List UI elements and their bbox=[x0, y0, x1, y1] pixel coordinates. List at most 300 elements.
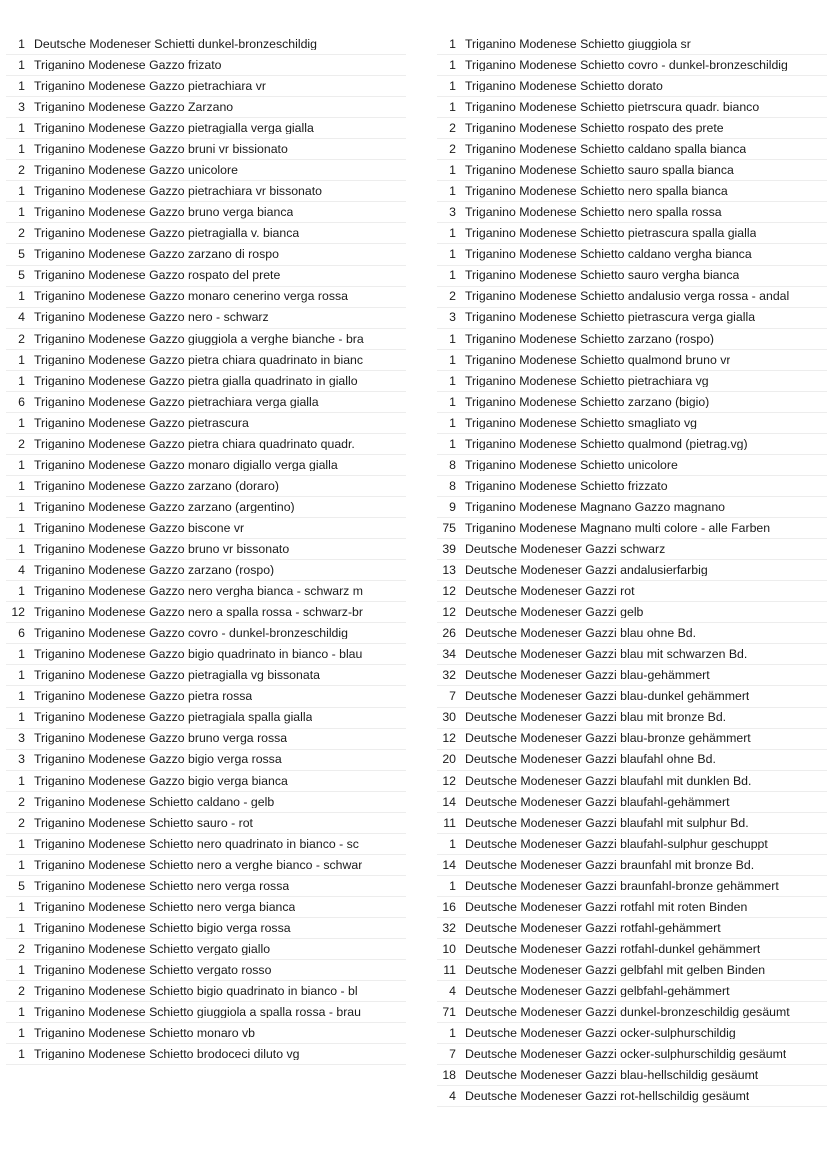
item-name: Triganino Modenese Schietto smagliato vg bbox=[465, 416, 697, 430]
item-name: Triganino Modenese Schietto pietrachiara vg bbox=[465, 374, 709, 387]
item-name: Triganino Modenese Gazzo pietragialla v. bianca bbox=[34, 227, 300, 240]
list-item bbox=[437, 771, 827, 792]
item-count: 1 bbox=[18, 36, 25, 51]
list-item bbox=[437, 223, 827, 244]
list-item bbox=[6, 855, 406, 876]
list-item bbox=[437, 855, 827, 876]
item-name: Deutsche Modeneser Gazzi ocker-sulphurschildig gesäumt bbox=[465, 1048, 787, 1061]
list-item bbox=[437, 118, 827, 139]
list-item bbox=[6, 476, 406, 497]
item-count: 1 bbox=[18, 1047, 25, 1062]
list-item bbox=[6, 308, 406, 329]
list-item bbox=[437, 834, 827, 855]
list-item bbox=[437, 581, 827, 602]
list-item bbox=[6, 244, 406, 265]
item-name: Triganino Modenese Schietto nero a verghe bianco - schwar bbox=[34, 858, 363, 871]
item-count: 1 bbox=[18, 520, 25, 535]
item-count: 2 bbox=[18, 331, 25, 346]
list-item bbox=[6, 876, 406, 897]
list-item bbox=[437, 1086, 827, 1107]
item-count: 2 bbox=[18, 226, 25, 241]
item-name: Deutsche Modeneser Gazzi blaufahl mit dunklen Bd. bbox=[465, 774, 752, 787]
item-count: 2 bbox=[449, 289, 456, 304]
item-name: Triganino Modenese Gazzo nero vergha bianca - schwarz m bbox=[34, 585, 363, 598]
item-name: Deutsche Modeneser Gazzi blau-hellschildig gesäumt bbox=[465, 1069, 759, 1082]
item-name: Deutsche Modeneser Gazzi andalusierfarbig bbox=[465, 564, 708, 577]
list-item bbox=[6, 939, 406, 960]
item-name: Triganino Modenese Magnano Gazzo magnano bbox=[465, 500, 725, 514]
item-name: Triganino Modenese Gazzo frizato bbox=[34, 58, 222, 72]
item-count: 1 bbox=[18, 289, 25, 304]
item-count: 1 bbox=[18, 857, 25, 872]
item-count: 3 bbox=[449, 310, 456, 325]
item-name: Deutsche Modeneser Gazzi ocker-sulphurschildig bbox=[465, 1027, 736, 1040]
item-count: 1 bbox=[18, 962, 25, 977]
item-count: 4 bbox=[18, 563, 25, 578]
item-name: Deutsche Modeneser Gazzi blaufahl mit sulphur Bd. bbox=[465, 816, 749, 829]
item-name: Triganino Modenese Gazzo monaro digiallo verga gialla bbox=[34, 458, 338, 472]
item-count: 1 bbox=[18, 542, 25, 556]
item-count: 1 bbox=[18, 836, 25, 851]
item-count: 1 bbox=[449, 878, 456, 893]
list-item bbox=[6, 350, 406, 371]
list-item bbox=[437, 371, 827, 392]
list-item bbox=[437, 1065, 827, 1086]
item-name: Deutsche Modeneser Gazzi rotfahl-dunkel gehämmert bbox=[465, 942, 761, 956]
list-item bbox=[437, 686, 827, 707]
item-count: 1 bbox=[449, 57, 456, 72]
list-item bbox=[6, 181, 406, 202]
item-count: 7 bbox=[449, 1047, 456, 1062]
item-count: 2 bbox=[18, 794, 25, 809]
item-count: 12 bbox=[442, 584, 456, 599]
list-item bbox=[6, 665, 406, 686]
item-name: Triganino Modenese Schietto monaro vb bbox=[34, 1027, 256, 1040]
item-name: Deutsche Modeneser Gazzi blaufahl-sulphur geschuppt bbox=[465, 837, 768, 850]
list-item bbox=[6, 266, 406, 287]
item-name: Triganino Modenese Schietto qualmond (pietrag.vg) bbox=[465, 437, 748, 451]
list-item bbox=[6, 1002, 406, 1023]
list-item bbox=[437, 876, 827, 897]
item-name: Deutsche Modeneser Gazzi rot bbox=[465, 585, 635, 598]
item-count: 1 bbox=[18, 478, 25, 493]
item-count: 11 bbox=[443, 962, 456, 977]
list-item bbox=[6, 329, 406, 350]
list-item bbox=[437, 918, 827, 939]
item-count: 1 bbox=[18, 584, 25, 599]
list-item bbox=[6, 623, 406, 644]
item-name: Deutsche Modeneser Gazzi braunfahl-bronze gehämmert bbox=[465, 879, 779, 893]
item-name: Triganino Modenese Schietto sauro vergha bianca bbox=[465, 269, 740, 282]
item-count: 14 bbox=[442, 857, 456, 872]
list-item bbox=[6, 413, 406, 434]
list-item bbox=[437, 434, 827, 455]
item-name: Triganino Modenese Schietto rospato des prete bbox=[465, 122, 724, 135]
item-name: Triganino Modenese Gazzo pietra chiara quadrinato quadr. bbox=[34, 437, 355, 451]
list-item bbox=[6, 1044, 406, 1065]
item-name: Triganino Modenese Schietto nero spalla rossa bbox=[465, 206, 722, 219]
item-count: 1 bbox=[18, 668, 25, 683]
item-count: 8 bbox=[449, 478, 456, 493]
item-count: 1 bbox=[449, 226, 456, 241]
list-item bbox=[6, 560, 406, 581]
item-count: 8 bbox=[449, 457, 456, 472]
item-count: 1 bbox=[449, 394, 456, 409]
item-name: Deutsche Modeneser Gazzi blau ohne Bd. bbox=[465, 627, 697, 640]
list-item bbox=[6, 813, 406, 834]
list-item bbox=[6, 897, 406, 918]
item-count: 10 bbox=[442, 941, 456, 956]
item-name: Triganino Modenese Schietto nero verga rossa bbox=[34, 879, 290, 893]
item-name: Triganino Modenese Gazzo zarzano (rospo) bbox=[34, 564, 275, 577]
list-item bbox=[6, 771, 406, 792]
item-count: 2 bbox=[449, 121, 456, 136]
item-name: Triganino Modenese Gazzo zarzano di rospo bbox=[34, 248, 279, 261]
item-name: Triganino Modenese Schietto andalusio verga rossa - andal bbox=[465, 290, 790, 303]
item-count: 1 bbox=[449, 268, 456, 283]
item-name: Deutsche Modeneser Gazzi blau-bronze gehämmert bbox=[465, 732, 751, 745]
item-count: 4 bbox=[18, 310, 25, 325]
item-name: Triganino Modenese Gazzo bigio verga bianca bbox=[34, 774, 288, 787]
item-count: 9 bbox=[449, 499, 456, 514]
item-count: 6 bbox=[18, 626, 25, 641]
item-name: Deutsche Modeneser Gazzi blaufahl-gehämmert bbox=[465, 795, 730, 808]
list-item bbox=[437, 308, 827, 329]
item-name: Triganino Modenese Schietto sauro - rot bbox=[34, 816, 253, 829]
list-item bbox=[6, 76, 406, 97]
item-name: Triganino Modenese Gazzo covro - dunkel-bronzeschildig bbox=[34, 627, 348, 640]
item-count: 1 bbox=[18, 205, 25, 220]
list-item bbox=[437, 202, 827, 223]
item-name: Triganino Modenese Gazzo pietra chiara quadrinato in bianc bbox=[34, 353, 364, 366]
item-count: 18 bbox=[442, 1068, 456, 1083]
list-item bbox=[6, 918, 406, 939]
item-count: 1 bbox=[18, 415, 25, 430]
item-count: 1 bbox=[18, 352, 25, 367]
list-item bbox=[437, 665, 827, 686]
list-item bbox=[6, 834, 406, 855]
item-name: Triganino Modenese Gazzo rospato del prete bbox=[34, 269, 281, 282]
item-count: 1 bbox=[449, 100, 456, 115]
list-item bbox=[437, 539, 827, 560]
list-item bbox=[437, 350, 827, 371]
list-item bbox=[437, 34, 827, 55]
item-name: Triganino Modenese Gazzo zarzano (argentino) bbox=[34, 500, 295, 514]
item-count: 1 bbox=[18, 78, 25, 93]
item-name: Deutsche Modeneser Gazzi blaufahl ohne Bd. bbox=[465, 753, 716, 766]
list-item bbox=[437, 55, 827, 76]
list-item bbox=[437, 939, 827, 960]
item-name: Triganino Modenese Schietto bigio verga rossa bbox=[34, 921, 291, 935]
item-count: 1 bbox=[449, 1026, 456, 1041]
item-name: Deutsche Modeneser Gazzi blau-dunkel gehämmert bbox=[465, 690, 750, 703]
item-name: Triganino Modenese Schietto brodoceci diluto vg bbox=[34, 1048, 300, 1061]
item-count: 13 bbox=[442, 563, 456, 578]
item-name: Triganino Modenese Gazzo bruni vr bissionato bbox=[34, 143, 288, 156]
item-count: 1 bbox=[449, 373, 456, 388]
item-name: Triganino Modenese Schietto vergato giallo bbox=[34, 942, 271, 956]
item-count: 1 bbox=[18, 920, 25, 935]
list-item bbox=[6, 434, 406, 455]
list-item bbox=[6, 34, 406, 55]
list-item bbox=[437, 287, 827, 308]
list-item bbox=[6, 392, 406, 413]
item-count: 2 bbox=[449, 142, 456, 157]
item-name: Triganino Modenese Gazzo pietrachiara vr bbox=[34, 79, 266, 93]
list-item bbox=[6, 160, 406, 181]
item-name: Triganino Modenese Schietto nero spalla bianca bbox=[465, 185, 728, 198]
list-item bbox=[437, 729, 827, 750]
list-item bbox=[437, 160, 827, 181]
item-name: Triganino Modenese Gazzo pietra rossa bbox=[34, 690, 253, 703]
list-item bbox=[6, 581, 406, 602]
item-name: Triganino Modenese Magnano multi colore - alle Farben bbox=[465, 521, 771, 535]
list-item bbox=[6, 1023, 406, 1044]
item-name: Triganino Modenese Gazzo Zarzano bbox=[34, 101, 234, 114]
list-item bbox=[6, 455, 406, 476]
list-item bbox=[437, 455, 827, 476]
item-name: Triganino Modenese Schietto pietrascura spalla gialla bbox=[465, 227, 757, 240]
item-name: Triganino Modenese Schietto qualmond bruno vr bbox=[465, 353, 731, 366]
list-item bbox=[437, 329, 827, 350]
list-item bbox=[6, 55, 406, 76]
list-item bbox=[6, 497, 406, 518]
item-name: Triganino Modenese Schietto nero verga bianca bbox=[34, 900, 296, 914]
item-name: Triganino Modenese Gazzo pietragialla vg bissonata bbox=[34, 669, 320, 682]
item-name: Deutsche Modeneser Gazzi rotfahl-gehämmert bbox=[465, 921, 721, 935]
item-count: 1 bbox=[449, 331, 456, 346]
item-name: Triganino Modenese Schietto caldano - gelb bbox=[34, 795, 275, 808]
item-name: Triganino Modenese Schietto caldano spalla bianca bbox=[465, 143, 747, 156]
item-count: 1 bbox=[449, 78, 456, 93]
list-item bbox=[437, 602, 827, 623]
item-name: Triganino Modenese Gazzo pietragialla verga gialla bbox=[34, 122, 314, 135]
list-item bbox=[6, 287, 406, 308]
item-count: 1 bbox=[18, 899, 25, 914]
list-item bbox=[437, 476, 827, 497]
item-name: Deutsche Modeneser Schietti dunkel-bronzeschildig bbox=[34, 37, 317, 51]
item-count: 1 bbox=[449, 415, 456, 430]
list-item bbox=[437, 76, 827, 97]
item-count: 30 bbox=[442, 710, 456, 725]
item-count: 11 bbox=[443, 815, 456, 830]
item-count: 2 bbox=[18, 941, 25, 956]
item-name: Triganino Modenese Gazzo pietragiala spalla gialla bbox=[34, 711, 313, 724]
item-count: 1 bbox=[18, 142, 25, 157]
item-count: 1 bbox=[449, 184, 456, 199]
item-name: Deutsche Modeneser Gazzi rot-hellschildig gesäumt bbox=[465, 1090, 750, 1103]
list-item bbox=[437, 413, 827, 434]
list-item bbox=[437, 981, 827, 1002]
list-item bbox=[437, 266, 827, 287]
item-name: Deutsche Modeneser Gazzi dunkel-bronzeschildig gesäumt bbox=[465, 1006, 790, 1019]
list-item bbox=[6, 118, 406, 139]
item-name: Triganino Modenese Schietto dorato bbox=[465, 79, 663, 93]
list-item bbox=[6, 202, 406, 223]
list-item bbox=[6, 750, 406, 771]
item-count: 1 bbox=[449, 163, 456, 178]
item-name: Triganino Modenese Gazzo bigio verga rossa bbox=[34, 753, 282, 766]
item-count: 1 bbox=[18, 121, 25, 136]
item-name: Triganino Modenese Gazzo pietrachiara verga gialla bbox=[34, 395, 319, 408]
item-count: 1 bbox=[18, 373, 25, 388]
list-item bbox=[437, 244, 827, 265]
item-name: Triganino Modenese Schietto giuggiola sr bbox=[465, 37, 691, 51]
item-count: 1 bbox=[449, 36, 456, 51]
item-count: 2 bbox=[18, 163, 25, 178]
list-item bbox=[437, 813, 827, 834]
item-count: 3 bbox=[18, 731, 25, 746]
item-count: 5 bbox=[18, 878, 25, 893]
item-name: Triganino Modenese Schietto zarzano (rospo) bbox=[465, 332, 715, 345]
item-count: 20 bbox=[442, 752, 456, 767]
item-count: 2 bbox=[18, 983, 25, 998]
list-item bbox=[437, 644, 827, 665]
item-count: 16 bbox=[442, 899, 456, 914]
item-name: Deutsche Modeneser Gazzi braunfahl mit bronze Bd. bbox=[465, 858, 755, 871]
item-count: 1 bbox=[449, 436, 456, 451]
item-name: Triganino Modenese Gazzo bruno verga rossa bbox=[34, 732, 288, 745]
item-name: Triganino Modenese Schietto vergato rosso bbox=[34, 963, 272, 977]
item-name: Triganino Modenese Schietto caldano vergha bianca bbox=[465, 248, 752, 261]
list-item bbox=[6, 686, 406, 707]
item-count: 3 bbox=[449, 205, 456, 220]
item-name: Triganino Modenese Schietto unicolore bbox=[465, 458, 678, 472]
item-name: Triganino Modenese Schietto frizzato bbox=[465, 479, 668, 493]
item-name: Triganino Modenese Schietto pietrascura verga gialla bbox=[465, 311, 756, 324]
list-item bbox=[6, 981, 406, 1002]
item-name: Deutsche Modeneser Gazzi blau mit bronze Bd. bbox=[465, 711, 727, 724]
item-count: 3 bbox=[18, 100, 25, 115]
item-name: Deutsche Modeneser Gazzi blau-gehämmert bbox=[465, 669, 710, 682]
list-item bbox=[437, 518, 827, 539]
list-item bbox=[6, 792, 406, 813]
list-item bbox=[6, 960, 406, 981]
item-name: Triganino Modenese Gazzo pietrascura bbox=[34, 416, 249, 430]
item-count: 1 bbox=[18, 184, 25, 199]
item-name: Deutsche Modeneser Gazzi gelb bbox=[465, 606, 644, 619]
item-count: 1 bbox=[18, 1005, 25, 1020]
item-count: 4 bbox=[449, 1089, 456, 1104]
item-name: Triganino Modenese Gazzo biscone vr bbox=[34, 521, 245, 535]
item-name: Triganino Modenese Schietto nero quadrinato in bianco - sc bbox=[34, 837, 359, 850]
list-item bbox=[437, 1002, 827, 1023]
item-count: 1 bbox=[18, 647, 25, 662]
list-item bbox=[437, 708, 827, 729]
item-name: Deutsche Modeneser Gazzi gelbfahl mit gelben Binden bbox=[465, 963, 766, 977]
list-item bbox=[6, 708, 406, 729]
item-name: Triganino Modenese Gazzo nero a spalla rossa - schwarz-br bbox=[34, 606, 363, 619]
item-name: Triganino Modenese Schietto giuggiola a spalla rossa - brau bbox=[34, 1006, 361, 1019]
item-count: 1 bbox=[18, 57, 25, 72]
list-item bbox=[6, 97, 406, 118]
item-name: Triganino Modenese Schietto pietrscura quadr. bianco bbox=[465, 101, 760, 114]
item-count: 7 bbox=[449, 689, 456, 704]
item-name: Triganino Modenese Gazzo nero - schwarz bbox=[34, 311, 269, 324]
item-count: 3 bbox=[18, 752, 25, 767]
item-name: Triganino Modenese Schietto sauro spalla bianca bbox=[465, 164, 734, 177]
list-item bbox=[437, 560, 827, 581]
list-item bbox=[437, 1023, 827, 1044]
list-item bbox=[6, 644, 406, 665]
item-count: 12 bbox=[442, 773, 456, 788]
list-item bbox=[6, 602, 406, 623]
item-count: 1 bbox=[18, 689, 25, 704]
list-item bbox=[437, 1044, 827, 1065]
item-count: 34 bbox=[442, 647, 456, 662]
item-name: Triganino Modenese Gazzo bruno verga bianca bbox=[34, 206, 294, 219]
list-item bbox=[437, 750, 827, 771]
item-count: 6 bbox=[18, 394, 25, 409]
item-name: Deutsche Modeneser Gazzi schwarz bbox=[465, 543, 666, 556]
item-name: Triganino Modenese Schietto zarzano (bigio) bbox=[465, 395, 710, 408]
item-count: 26 bbox=[442, 626, 456, 641]
list-item bbox=[6, 223, 406, 244]
list-item bbox=[6, 539, 406, 560]
list-item bbox=[437, 897, 827, 918]
list-item bbox=[6, 518, 406, 539]
item-name: Deutsche Modeneser Gazzi rotfahl mit roten Binden bbox=[465, 900, 748, 914]
item-name: Triganino Modenese Gazzo unicolore bbox=[34, 164, 238, 177]
list-item bbox=[437, 139, 827, 160]
item-count: 5 bbox=[18, 268, 25, 283]
item-name: Deutsche Modeneser Gazzi blau mit schwarzen Bd. bbox=[465, 648, 748, 661]
item-count: 2 bbox=[18, 436, 25, 451]
item-count: 14 bbox=[442, 794, 456, 809]
item-name: Triganino Modenese Gazzo giuggiola a verghe bianche - bra bbox=[34, 332, 364, 345]
list-item bbox=[6, 729, 406, 750]
item-count: 1 bbox=[449, 352, 456, 367]
item-count: 4 bbox=[449, 983, 456, 998]
list-item bbox=[6, 371, 406, 392]
list-item bbox=[437, 181, 827, 202]
item-count: 1 bbox=[18, 773, 25, 788]
item-count: 1 bbox=[449, 836, 456, 851]
item-name: Triganino Modenese Schietto bigio quadrinato in bianco - bl bbox=[34, 984, 358, 998]
left-column-list bbox=[6, 34, 406, 1065]
item-count: 32 bbox=[442, 668, 456, 683]
list-item bbox=[437, 97, 827, 118]
item-name: Triganino Modenese Gazzo bruno vr bissonato bbox=[34, 543, 290, 556]
item-count: 1 bbox=[18, 1026, 25, 1041]
item-count: 1 bbox=[449, 247, 456, 262]
item-name: Triganino Modenese Gazzo pietrachiara vr bissonato bbox=[34, 185, 322, 198]
list-item bbox=[437, 497, 827, 518]
item-count: 1 bbox=[18, 499, 25, 514]
item-name: Triganino Modenese Schietto covro - dunkel-bronzeschildig bbox=[465, 58, 788, 72]
item-name: Triganino Modenese Gazzo zarzano (doraro) bbox=[34, 479, 279, 493]
item-count: 12 bbox=[442, 605, 456, 620]
item-count: 75 bbox=[442, 520, 456, 535]
item-count: 5 bbox=[18, 247, 25, 262]
item-count: 32 bbox=[442, 920, 456, 935]
item-name: Triganino Modenese Gazzo bigio quadrinato in bianco - blau bbox=[34, 648, 363, 661]
item-count: 1 bbox=[18, 710, 25, 725]
list-item bbox=[437, 792, 827, 813]
item-name: Triganino Modenese Gazzo monaro cenerino verga rossa bbox=[34, 290, 348, 303]
list-item bbox=[437, 392, 827, 413]
item-count: 39 bbox=[442, 542, 456, 556]
list-item bbox=[437, 960, 827, 981]
list-item bbox=[6, 139, 406, 160]
item-name: Triganino Modenese Gazzo pietra gialla quadrinato in giallo bbox=[34, 374, 358, 387]
item-name: Deutsche Modeneser Gazzi gelbfahl-gehämmert bbox=[465, 984, 730, 998]
item-count: 2 bbox=[18, 815, 25, 830]
list-item bbox=[437, 623, 827, 644]
right-column-list bbox=[437, 34, 827, 1107]
item-count: 71 bbox=[442, 1005, 456, 1020]
item-count: 12 bbox=[11, 605, 25, 620]
